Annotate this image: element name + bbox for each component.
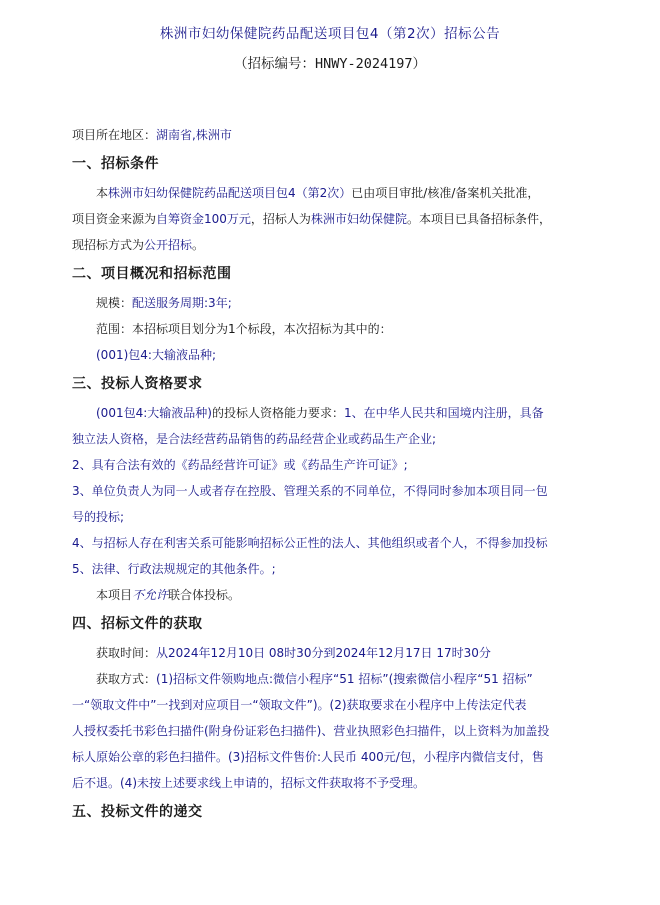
acquisition-method-3: 人授权委托书彩色扫描件(附身份证彩色扫描件)、营业执照彩色扫描件，以上资料为加盖投	[72, 724, 550, 738]
tender-number: （招标编号：HNWY-2024197）	[233, 56, 427, 72]
page-title: 株洲市妇幼保健院药品配送项目包4（第2次）招标公告	[159, 26, 501, 42]
section-heading-1: 一、招标条件	[72, 156, 159, 172]
document-body	[72, 122, 612, 828]
section1-paragraph-2	[72, 206, 612, 232]
acquisition-method-2: 一“领取文件中”一找到对应项目一“领取文件”)。(2)获取要求在小程序中上传法定代表	[72, 698, 527, 712]
acquisition-method-4: 标人原始公章的彩色扫描件。(3)招标文件售价:人民币 400元/包，小程序内微信支付，售	[72, 750, 544, 764]
consortium-line	[72, 582, 612, 608]
acquisition-time	[72, 640, 612, 666]
location-label: 项目所在地区：	[72, 128, 157, 142]
location-value: 湖南省,株洲市	[156, 128, 232, 142]
method-label: 获取方式：	[96, 672, 157, 686]
s1-text-e: 。本项目已具备招标条件，	[406, 212, 551, 226]
req1-lot: (001包4:大输液品种)	[96, 406, 212, 420]
section1-paragraph-3	[72, 232, 612, 258]
section1-paragraph	[72, 180, 612, 206]
s1-text-a: 本	[96, 186, 109, 200]
requirement-5: 5、法律、行政法规规定的其他条件。;	[72, 562, 276, 576]
requirement-4: 4、与招标人存在利害关系可能影响招标公正性的法人、其他组织或者个人，不得参加投标	[72, 536, 548, 550]
section-heading-2: 二、项目概况和招标范围	[72, 266, 232, 282]
lot-line: (001)包4:大输液品种;	[96, 348, 216, 362]
scope-line: 范围：本招标项目划分为1个标段，本次招标为其中的：	[96, 322, 392, 336]
requirement-3-cont: 号的投标;	[72, 510, 125, 524]
scale-label: 规模：	[96, 296, 133, 310]
s1-text-c: 项目资金来源为	[72, 212, 157, 226]
time-label: 获取时间：	[96, 646, 157, 660]
requirement-3: 3、单位负责人为同一人或者存在控股、管理关系的不同单位，不得同时参加本项目同一包	[72, 484, 548, 498]
section-heading-3: 三、投标人资格要求	[72, 376, 203, 392]
requirement-2: 2、具有合法有效的《药品经营许可证》或《药品生产许可证》;	[72, 458, 408, 472]
s1-fund-source: 自筹资金100万元	[156, 212, 251, 226]
s1-text-g: 。	[192, 238, 205, 252]
scale-value: 配送服务周期:3年;	[132, 296, 232, 310]
project-location	[72, 122, 612, 148]
req1-intro: 的投标人资格能力要求：	[211, 406, 344, 420]
s1-text-b: 已由项目审批/核准/备案机关批准，	[351, 186, 540, 200]
consortium-status: 不允许	[132, 588, 169, 602]
s1-text-d: ，招标人为	[250, 212, 311, 226]
method-text-1: (1)招标文件领购地点:微信小程序“51 招标”(搜索微信小程序“51 招标”	[156, 672, 533, 686]
req1-item: 1、在中华人民共和国境内注册，具备	[343, 406, 544, 420]
time-value: 从2024年12月10日 08时30分到2024年12月17日 17时30分	[156, 646, 491, 660]
acquisition-method-1	[72, 666, 612, 692]
section-heading-4: 四、招标文件的获取	[72, 616, 203, 632]
s1-bidder: 株洲市妇幼保健院	[310, 212, 407, 226]
acquisition-method-5: 后不退。(4)未按上述要求线上申请的，招标文件获取将不予受理。	[72, 776, 426, 790]
requirement-1	[72, 400, 612, 426]
consortium-c: 联合体投标。	[168, 588, 241, 602]
s1-text-f: 现招标方式为	[72, 238, 145, 252]
section-heading-5: 五、投标文件的递交	[72, 804, 203, 820]
scale-line	[72, 290, 612, 316]
consortium-a: 本项目	[96, 588, 133, 602]
s1-method: 公开招标	[144, 238, 193, 252]
s1-project-name: 株洲市妇幼保健院药品配送项目包4（第2次）	[108, 186, 352, 200]
requirement-1-cont: 独立法人资格，是合法经营药品销售的药品经营企业或药品生产企业;	[72, 432, 437, 446]
